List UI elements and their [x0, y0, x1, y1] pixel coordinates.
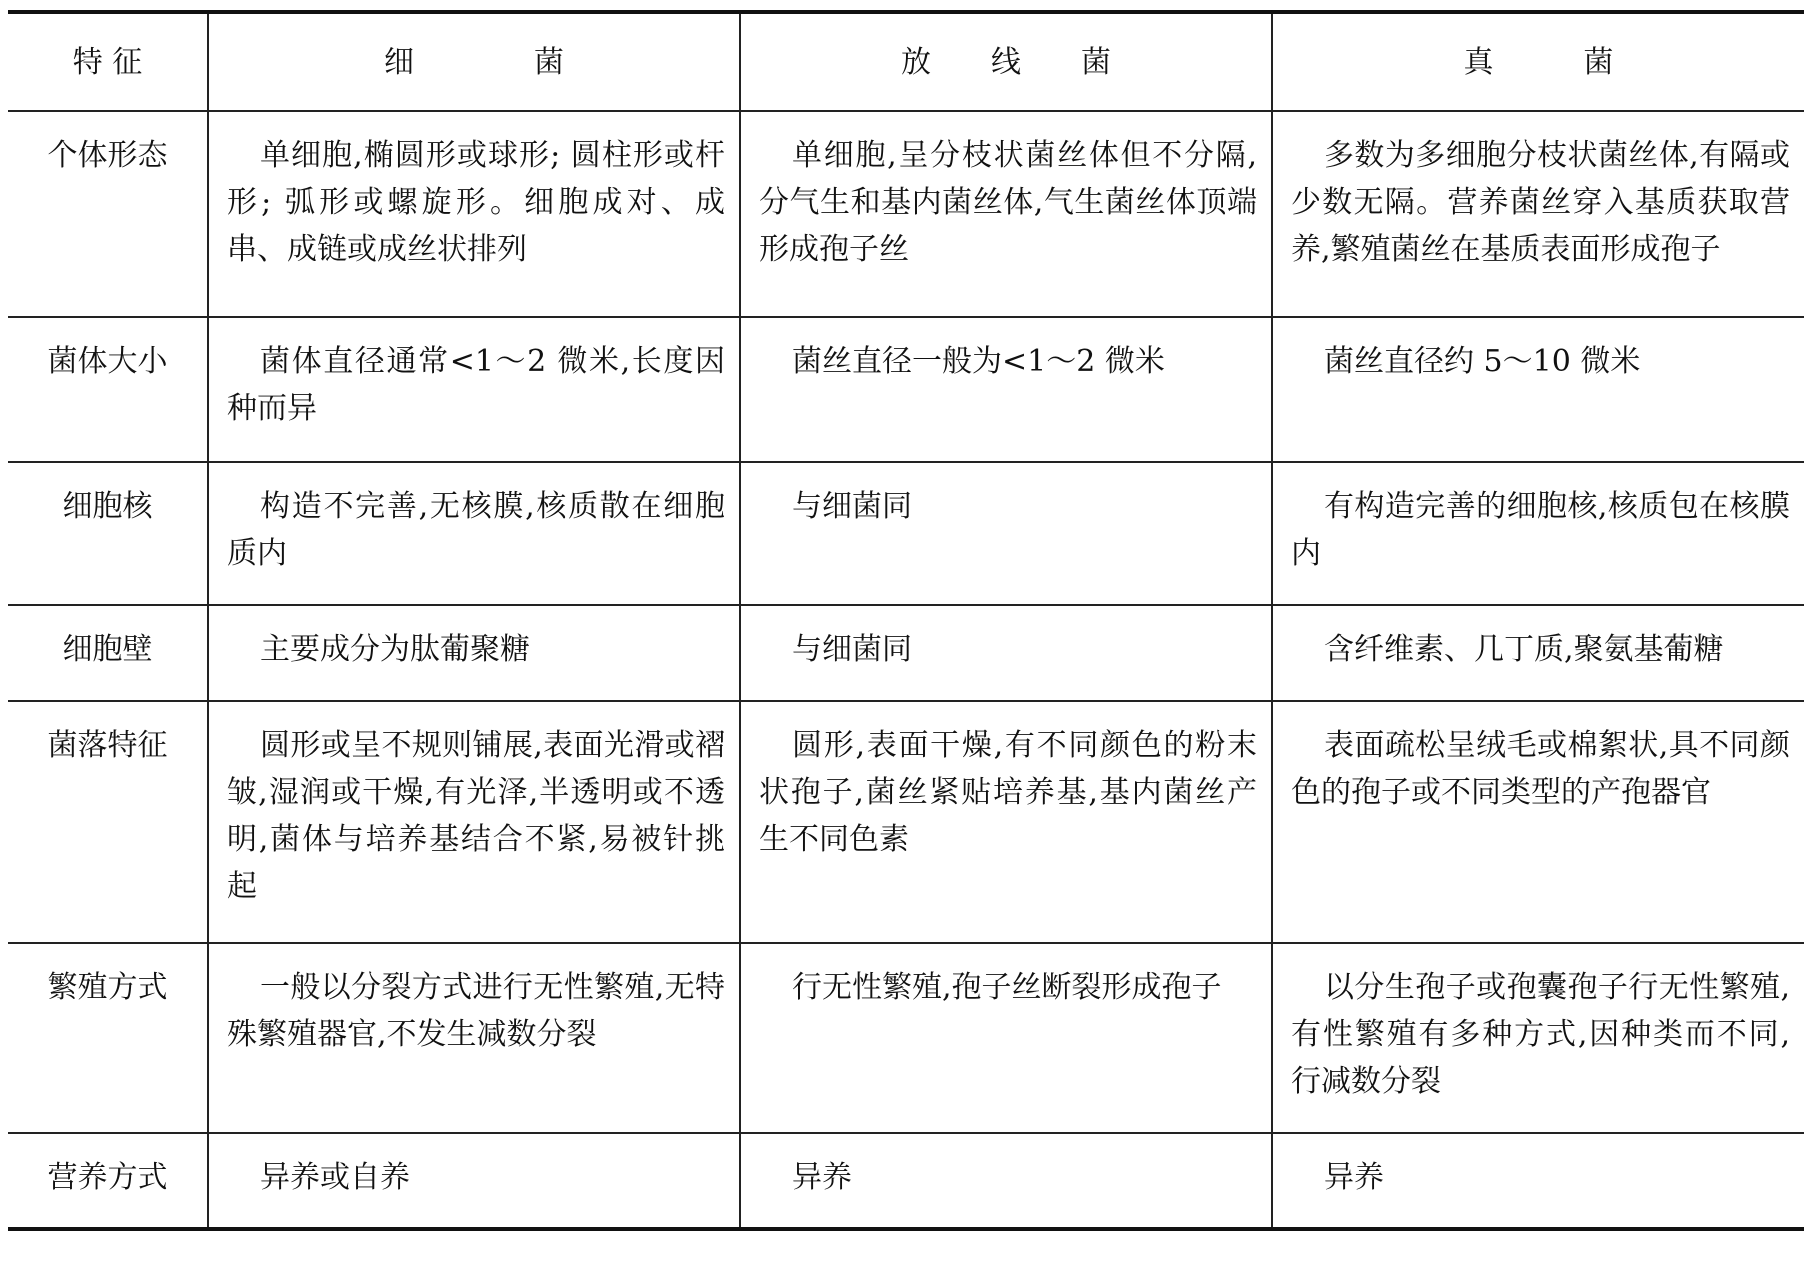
- table-row: [8, 462, 1804, 605]
- table-row: [8, 1133, 1804, 1229]
- row-feature-label: 菌落特征: [8, 701, 208, 943]
- cell-bacteria: 主要成分为肽葡聚糖: [208, 605, 740, 701]
- cell-fungi: 有构造完善的细胞核,核质包在核膜内: [1272, 462, 1804, 605]
- cell-bacteria: 一般以分裂方式进行无性繁殖,无特殊繁殖器官,不发生减数分裂: [208, 943, 740, 1133]
- cell-fungi: 表面疏松呈绒毛或棉絮状,具不同颜色的孢子或不同类型的产孢器官: [1272, 701, 1804, 943]
- cell-bacteria: 构造不完善,无核膜,核质散在细胞质内: [208, 462, 740, 605]
- cell-actinomycetes: 与细菌同: [740, 462, 1272, 605]
- header-fungi: 真 菌: [1272, 12, 1804, 111]
- cell-bacteria: 异养或自养: [208, 1133, 740, 1229]
- header-row: [8, 12, 1804, 111]
- cell-fungi: 多数为多细胞分枝状菌丝体,有隔或少数无隔。营养菌丝穿入基质获取营养,繁殖菌丝在基质表面形成孢子: [1272, 111, 1804, 317]
- header-actinomycetes: 放 线 菌: [740, 12, 1272, 111]
- row-feature-label: 繁殖方式: [8, 943, 208, 1133]
- row-feature-label: 细胞壁: [8, 605, 208, 701]
- table-row: [8, 111, 1804, 317]
- row-feature-label: 营养方式: [47, 1160, 168, 1195]
- cell-bacteria: 圆形或呈不规则铺展,表面光滑或褶皱,湿润或干燥,有光泽,半透明或不透明,菌体与培养基结合不紧,易被针挑起: [208, 701, 740, 943]
- cell-fungi: 异养: [1272, 1133, 1804, 1229]
- document-page: [8, 10, 1804, 1231]
- cell-fungi: 菌丝直径约 5～10 微米: [1272, 317, 1804, 462]
- cell-fungi: 含纤维素、几丁质,聚氨基葡糖: [1272, 605, 1804, 701]
- header-bacteria: 细 菌: [208, 12, 740, 111]
- table-row: [8, 605, 1804, 701]
- row-feature-label: 细胞核: [8, 462, 208, 605]
- cell-actinomycetes: 行无性繁殖,孢子丝断裂形成孢子: [740, 943, 1272, 1133]
- table-row: [8, 943, 1804, 1133]
- cell-bacteria: 菌体直径通常<1～2 微米,长度因种而异: [208, 317, 740, 462]
- table-row: [8, 701, 1804, 943]
- cell-bacteria: 单细胞,椭圆形或球形; 圆柱形或杆形; 弧形或螺旋形。细胞成对、成串、成链或成丝状排列: [208, 111, 740, 317]
- cell-actinomycetes: 菌丝直径一般为<1～2 微米: [740, 317, 1272, 462]
- row-feature-label: 个体形态: [8, 111, 208, 317]
- cell-actinomycetes: 圆形,表面干燥,有不同颜色的粉末状孢子,菌丝紧贴培养基,基内菌丝产生不同色素: [740, 701, 1272, 943]
- cell-actinomycetes: 单细胞,呈分枝状菌丝体但不分隔,分气生和基内菌丝体,气生菌丝体顶端形成孢子丝: [740, 111, 1272, 317]
- comparison-table: [8, 10, 1804, 1231]
- cell-fungi: 以分生孢子或孢囊孢子行无性繁殖,有性繁殖有多种方式,因种类而不同,行减数分裂: [1272, 943, 1804, 1133]
- table-body: [8, 111, 1804, 1229]
- table-row: [8, 317, 1804, 462]
- cell-actinomycetes: 与细菌同: [740, 605, 1272, 701]
- header-feature: 特 征: [8, 12, 208, 111]
- table-header: [8, 12, 1804, 111]
- row-feature-label: 菌体大小: [8, 317, 208, 462]
- cell-actinomycetes: 异养: [740, 1133, 1272, 1229]
